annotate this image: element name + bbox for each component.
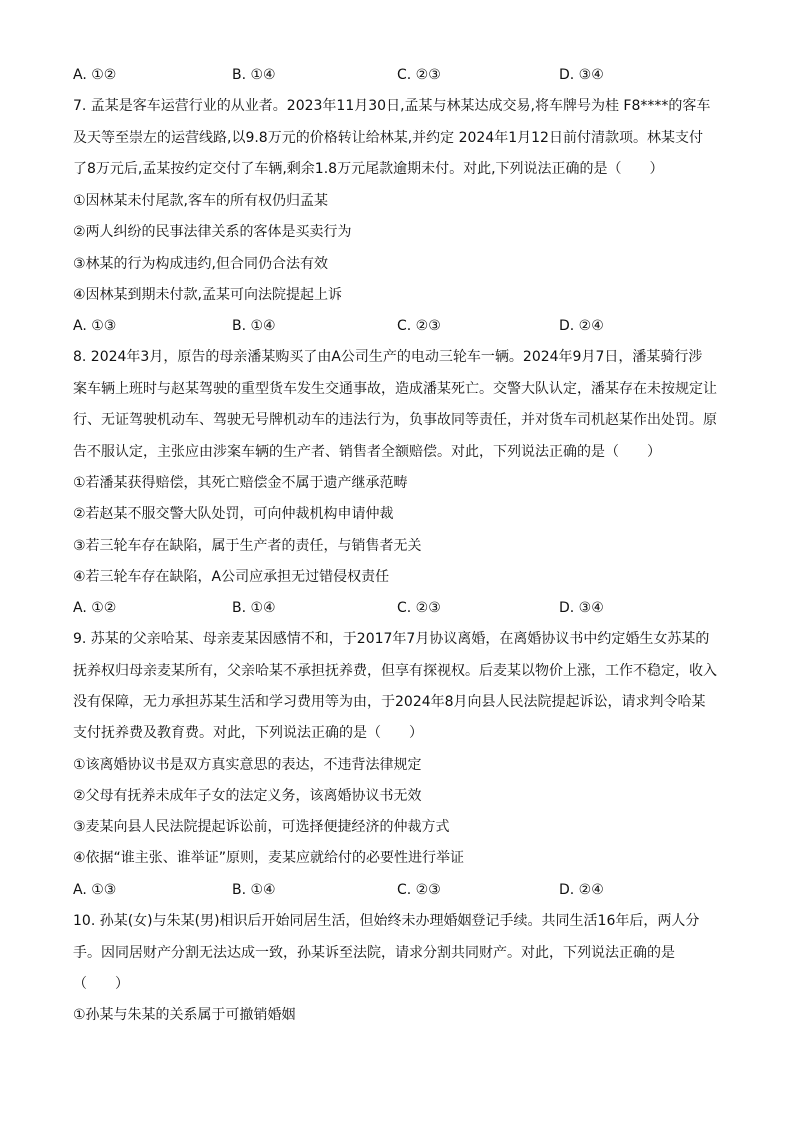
q9-stem-line: 支付抚养费及教育费。对此，下列说法正确的是（ ） [73,725,423,741]
q7-stem-line: 7. 孟某是客车运营行业的从业者。2023年11月30日,孟某与林某达成交易,将车牌号为桂 F8****的客车 [73,98,711,114]
q6-option-a: A. ①② [73,67,117,83]
q7-statement-1: ①因林某未付尾款,客车的所有权仍归孟某 [73,193,328,209]
q8-statement-4: ④若三轮车存在缺陷，A公司应承担无过错侵权责任 [73,569,390,585]
q7-option-c: C. ②③ [397,318,441,334]
q10-stem-line: 手。因同居财产分割无法达成一致，孙某诉至法院，请求分割共同财产。对此，下列说法正确的是 [73,945,675,961]
q8-stem-line: 案车辆上班时与赵某驾驶的重型货车发生交通事故，造成潘某死亡。交警大队认定，潘某存在未按规定让 [73,381,717,397]
q9-stem-line: 没有保障，无力承担苏某生活和学习费用等为由，于2024年8月向县人民法院提起诉讼，请求判令哈某 [73,694,706,710]
q9-stem-line: 9. 苏某的父亲哈某、母亲麦某因感情不和，于2017年7月协议离婚，在离婚协议书中约定婚生女苏某的 [73,631,710,647]
q9-options [73,881,721,899]
q8-stem-line: 8. 2024年3月，原告的母亲潘某购买了由A公司生产的电动三轮车一辆。2024年9月7日，潘某骑行涉 [73,349,703,365]
q7-stem-line: 了8万元后,孟某按约定交付了车辆,剩余1.8万元尾款逾期未付。对此,下列说法正确的是（ ） [73,161,664,177]
q10-stem-line: （ ） [73,976,129,992]
q6-option-b: B. ①④ [232,67,276,83]
q10-statement-1: ①孙某与朱某的关系属于可撤销婚姻 [73,1007,296,1023]
q9-statement-3: ③麦某向县人民法院提起诉讼前，可选择便捷经济的仲裁方式 [73,819,450,835]
q9-statement-4: ④依据“谁主张、谁举证”原则，麦某应就给付的必要性进行举证 [73,850,465,866]
q9-option-b: B. ①④ [232,882,276,898]
q7-option-d: D. ②④ [559,318,604,334]
q7-stem-line: 及天等至崇左的运营线路,以9.8万元的价格转让给林某,并约定 2024年1月12日前付清款项。林某支付 [73,130,703,146]
q8-option-d: D. ③④ [559,600,604,616]
q7-option-a: A. ①③ [73,318,117,334]
q8-stem-line: 告不服认定，主张应由涉案车辆的生产者、销售者全额赔偿。对此，下列说法正确的是（ ） [73,444,661,460]
q9-option-a: A. ①③ [73,882,117,898]
q8-statement-1: ①若潘某获得赔偿，其死亡赔偿金不属于遗产继承范畴 [73,475,408,491]
q8-option-a: A. ①② [73,600,117,616]
q9-stem-line: 抚养权归母亲麦某所有，父亲哈某不承担抚养费，但享有探视权。后麦某以物价上涨，工作不稳定，收入 [73,663,717,679]
q9-option-d: D. ②④ [559,882,604,898]
q8-statement-3: ③若三轮车存在缺陷，属于生产者的责任，与销售者无关 [73,538,422,554]
q6-option-c: C. ②③ [397,67,441,83]
q10-stem-line: 10. 孙某(女)与朱某(男)相识后开始同居生活，但始终未办理婚姻登记手续。共同生活16年后，两人分 [73,913,700,929]
q7-option-b: B. ①④ [232,318,276,334]
q8-option-b: B. ①④ [232,600,276,616]
q8-stem-line: 行、无证驾驶机动车、驾驶无号牌机动车的违法行为，负事故同等责任，并对货车司机赵某作出处罚。原 [73,412,717,428]
q7-options [73,317,721,335]
q7-statement-3: ③林某的行为构成违约,但合同仍合法有效 [73,256,328,272]
q6-option-d: D. ③④ [559,67,604,83]
q9-statement-2: ②父母有抚养未成年子女的法定义务，该离婚协议书无效 [73,788,422,804]
q7-statement-4: ④因林某到期未付款,孟某可向法院提起上诉 [73,287,342,303]
q6-options [73,66,721,84]
q8-option-c: C. ②③ [397,600,441,616]
q9-statement-1: ①该离婚协议书是双方真实意思的表达，不违背法律规定 [73,757,422,773]
q8-statement-2: ②若赵某不服交警大队处罚，可向仲裁机构申请仲裁 [73,506,394,522]
q9-option-c: C. ②③ [397,882,441,898]
q8-options [73,599,721,617]
q7-statement-2: ②两人纠纷的民事法律关系的客体是买卖行为 [73,224,352,240]
